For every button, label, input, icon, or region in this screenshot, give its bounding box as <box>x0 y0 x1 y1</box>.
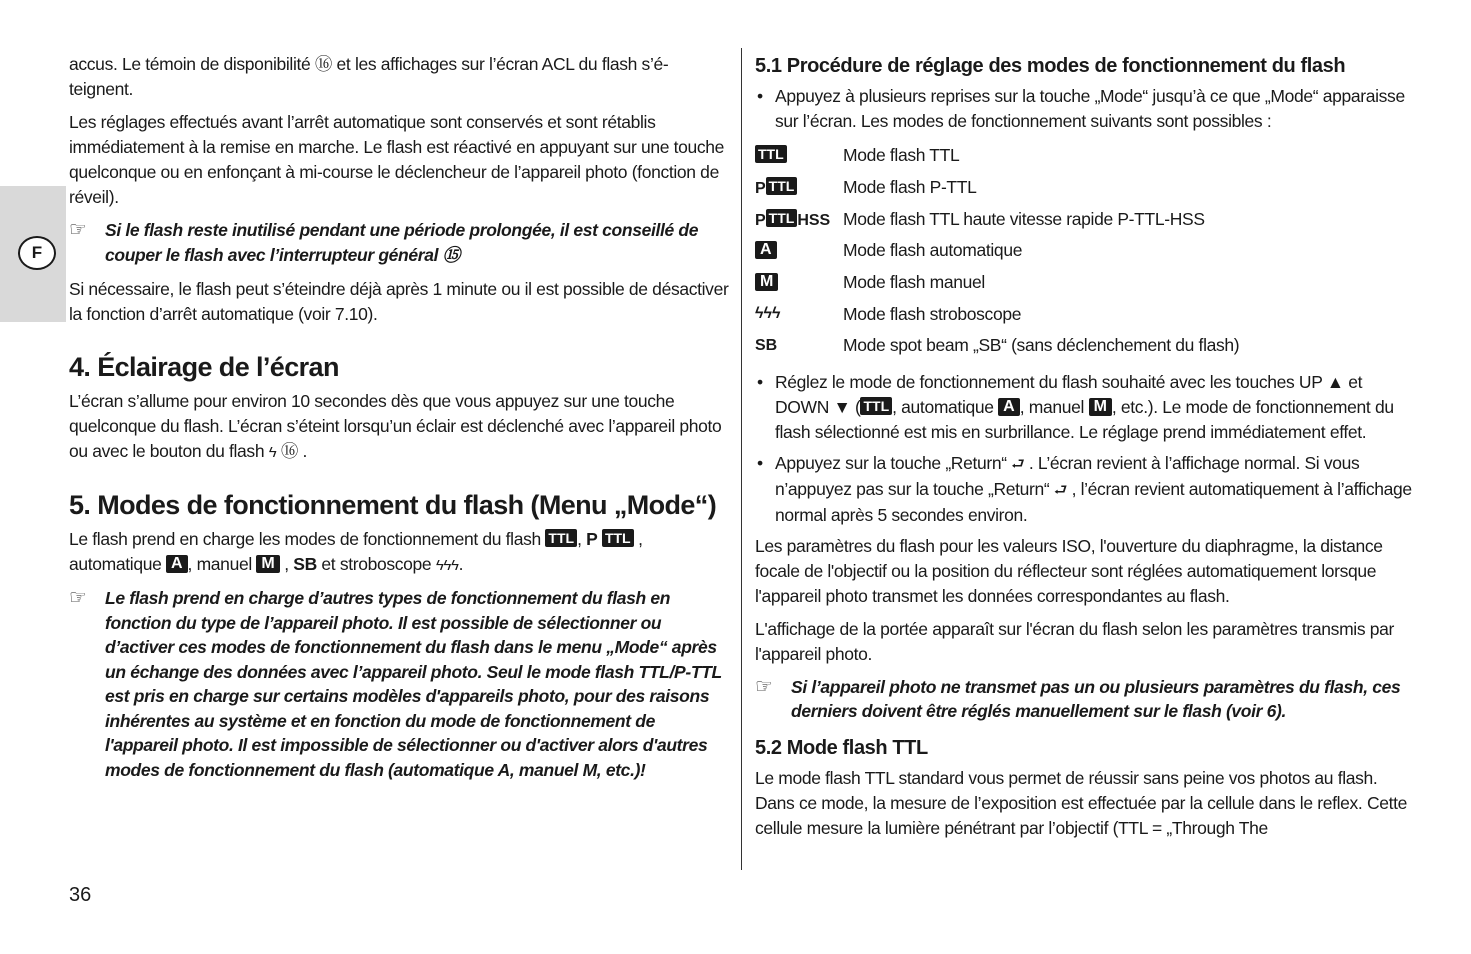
note <box>69 586 729 782</box>
return-icon: ⮐ <box>1011 455 1025 473</box>
left-column <box>69 52 729 792</box>
mode-row: SB Mode spot beam „SB“ (sans déclenchement du flash) <box>755 335 1240 356</box>
ttl-badge: TTL <box>766 209 798 227</box>
pointing-hand-icon: ☞ <box>755 675 773 698</box>
paragraph: Les réglages effectués avant l’arrêt automatique sont conservés et sont rétablis immédiatement à la remise en marche. Le flash est réactivé en appuyant sur une touche quelconque ou en enfonçant à mi-course le déclencheur de l’appareil photo (fonction de réveil). <box>69 112 725 207</box>
column-divider <box>741 48 742 870</box>
paragraph: Le flash prend en charge les modes de fonctionnement du flash TTL , P TTL , automatique A , manuel M , SB et stroboscope ϟϟϟ. <box>69 527 729 578</box>
list-item: • Appuyez sur la touche „Return“ ⮐ . L’écran revient à l’affichage normal. Si vous n’appuyez pas sur la touche „Return“ ⮐ , l’écran revient automatiquement à l’affichage normal après 5 secondes environ. <box>757 452 1412 525</box>
ttl-badge: TTL <box>755 145 787 163</box>
manual-badge: M <box>1089 398 1112 416</box>
pointing-hand-icon: ☞ <box>69 587 87 609</box>
note-text: Le flash prend en charge d’autres types de fonctionnement du flash en fonction du type de l’appareil photo. Il est possible de sélectionner ou d’activer ces modes de fonctionnement du flash dans le menu „Mode“ après un échange des données avec l’appareil photo. Seul le mode flash TTL/P-TTL est pris en charge sur certains modèles d'appareils photo, pour des raisons inhérentes au système et en fonction du mode de fonctionnement de l'appareil photo. Il est impossible de sélectionner ou d'activer alors d'autres modes de fonctionnement du flash (automatique A, manuel M, etc.)! <box>105 588 722 780</box>
note <box>755 675 1415 724</box>
note <box>69 218 729 267</box>
list-item: • Réglez le mode de fonctionnement du flash souhaité avec les touches UP ▲ et DOWN ▼ ( TTL , automatique A , manuel M , etc.). Le mode de fonctionnement du flash sélectionné est mis en surbrillance. Le réglage prend immédiatement effet. <box>757 371 1394 442</box>
paragraph: accus. Le témoin de disponibilité ⑯ et les affichages sur l’écran ACL du flash s’é-teignent. <box>69 54 669 99</box>
section-heading: 5. Modes de fonctionnement du flash (Menu „Mode“) <box>69 490 717 520</box>
language-tab-label: F <box>18 236 56 270</box>
mode-row: TTL Mode flash TTL <box>755 140 1415 172</box>
manual-badge: M <box>256 555 279 573</box>
list-item: • Appuyez à plusieurs reprises sur la touche „Mode“ jusqu’à ce que „Mode“ apparaisse sur l’écran. Les modes de fonctionnement suivants sont possibles : <box>757 86 1405 131</box>
ttl-badge: TTL <box>545 529 577 547</box>
subsection-heading: 5.2 Mode flash TTL <box>755 736 928 759</box>
paragraph: Les paramètres du flash pour les valeurs ISO, l'ouverture du diaphragme, la distance focale de l'objectif ou la position du réflecteur sont réglées automatiquement lorsque l'appareil photo transmet les données correspondantes au flash. <box>755 535 1383 606</box>
auto-badge: A <box>998 398 1020 416</box>
ttl-badge: TTL <box>602 529 634 547</box>
paragraph: L’écran s’allume pour environ 10 secondes dès que vous appuyez sur une touche quelconque du flash. L’écran s’éteint lorsqu’un éclair est déclenché avec l’appareil photo ou avec le bouton du flash ϟ ⑯ . <box>69 389 729 465</box>
note-text: Si le flash reste inutilisé pendant une période prolongée, il est conseillé de couper le flash avec l’interrupteur général ⑮ <box>105 220 699 265</box>
mode-row: A Mode flash automatique <box>755 235 1415 267</box>
mode-row: P TTL Mode flash P-TTL <box>755 177 977 198</box>
mode-row: M Mode flash manuel <box>755 267 1415 299</box>
mode-row: ϟϟϟ Mode flash stroboscope <box>755 303 1022 324</box>
manual-badge: M <box>755 273 778 291</box>
paragraph: Le mode flash TTL standard vous permet de réussir sans peine vos photos au flash. Dans ce mode, la mesure de l’exposition est effectuée par la cellule dans le reflex. Cette cellule mesure la lumière pénétrant par l’objectif (TTL = „Through The <box>755 767 1408 838</box>
pointing-hand-icon: ☞ <box>69 219 87 241</box>
mode-row: P TTL HSS Mode flash TTL haute vitesse rapide P-TTL-HSS <box>755 208 1205 229</box>
subsection-heading: 5.1 Procédure de réglage des modes de fonctionnement du flash <box>755 55 1346 77</box>
page-number: 36 <box>69 884 92 906</box>
flash-bolt-icon: ϟ <box>268 444 277 461</box>
section-heading: 4. Éclairage de l’écran <box>69 352 339 382</box>
paragraph: Si nécessaire, le flash peut s’éteindre déjà après 1 minute ou il est possible de désactiver la fonction d’arrêt automatique (voir 7.10). <box>69 279 729 324</box>
mode-list <box>755 140 1415 362</box>
ttl-badge: TTL <box>766 177 798 195</box>
paragraph: L'affichage de la portée apparaît sur l'écran du flash selon les paramètres transmis par l'appareil photo. <box>755 618 1394 664</box>
stroboscope-icon: ϟϟϟ <box>755 305 781 323</box>
auto-badge: A <box>755 241 777 259</box>
return-icon: ⮐ <box>1053 481 1068 499</box>
stroboscope-icon: ϟϟϟ <box>435 557 459 574</box>
auto-badge: A <box>166 555 188 573</box>
ttl-badge: TTL <box>860 397 892 415</box>
note-text: Si l’appareil photo ne transmet pas un ou plusieurs paramètres du flash, ces derniers doivent être réglés manuellement sur le flash (voir 6). <box>791 676 1401 722</box>
right-column <box>755 52 1415 849</box>
